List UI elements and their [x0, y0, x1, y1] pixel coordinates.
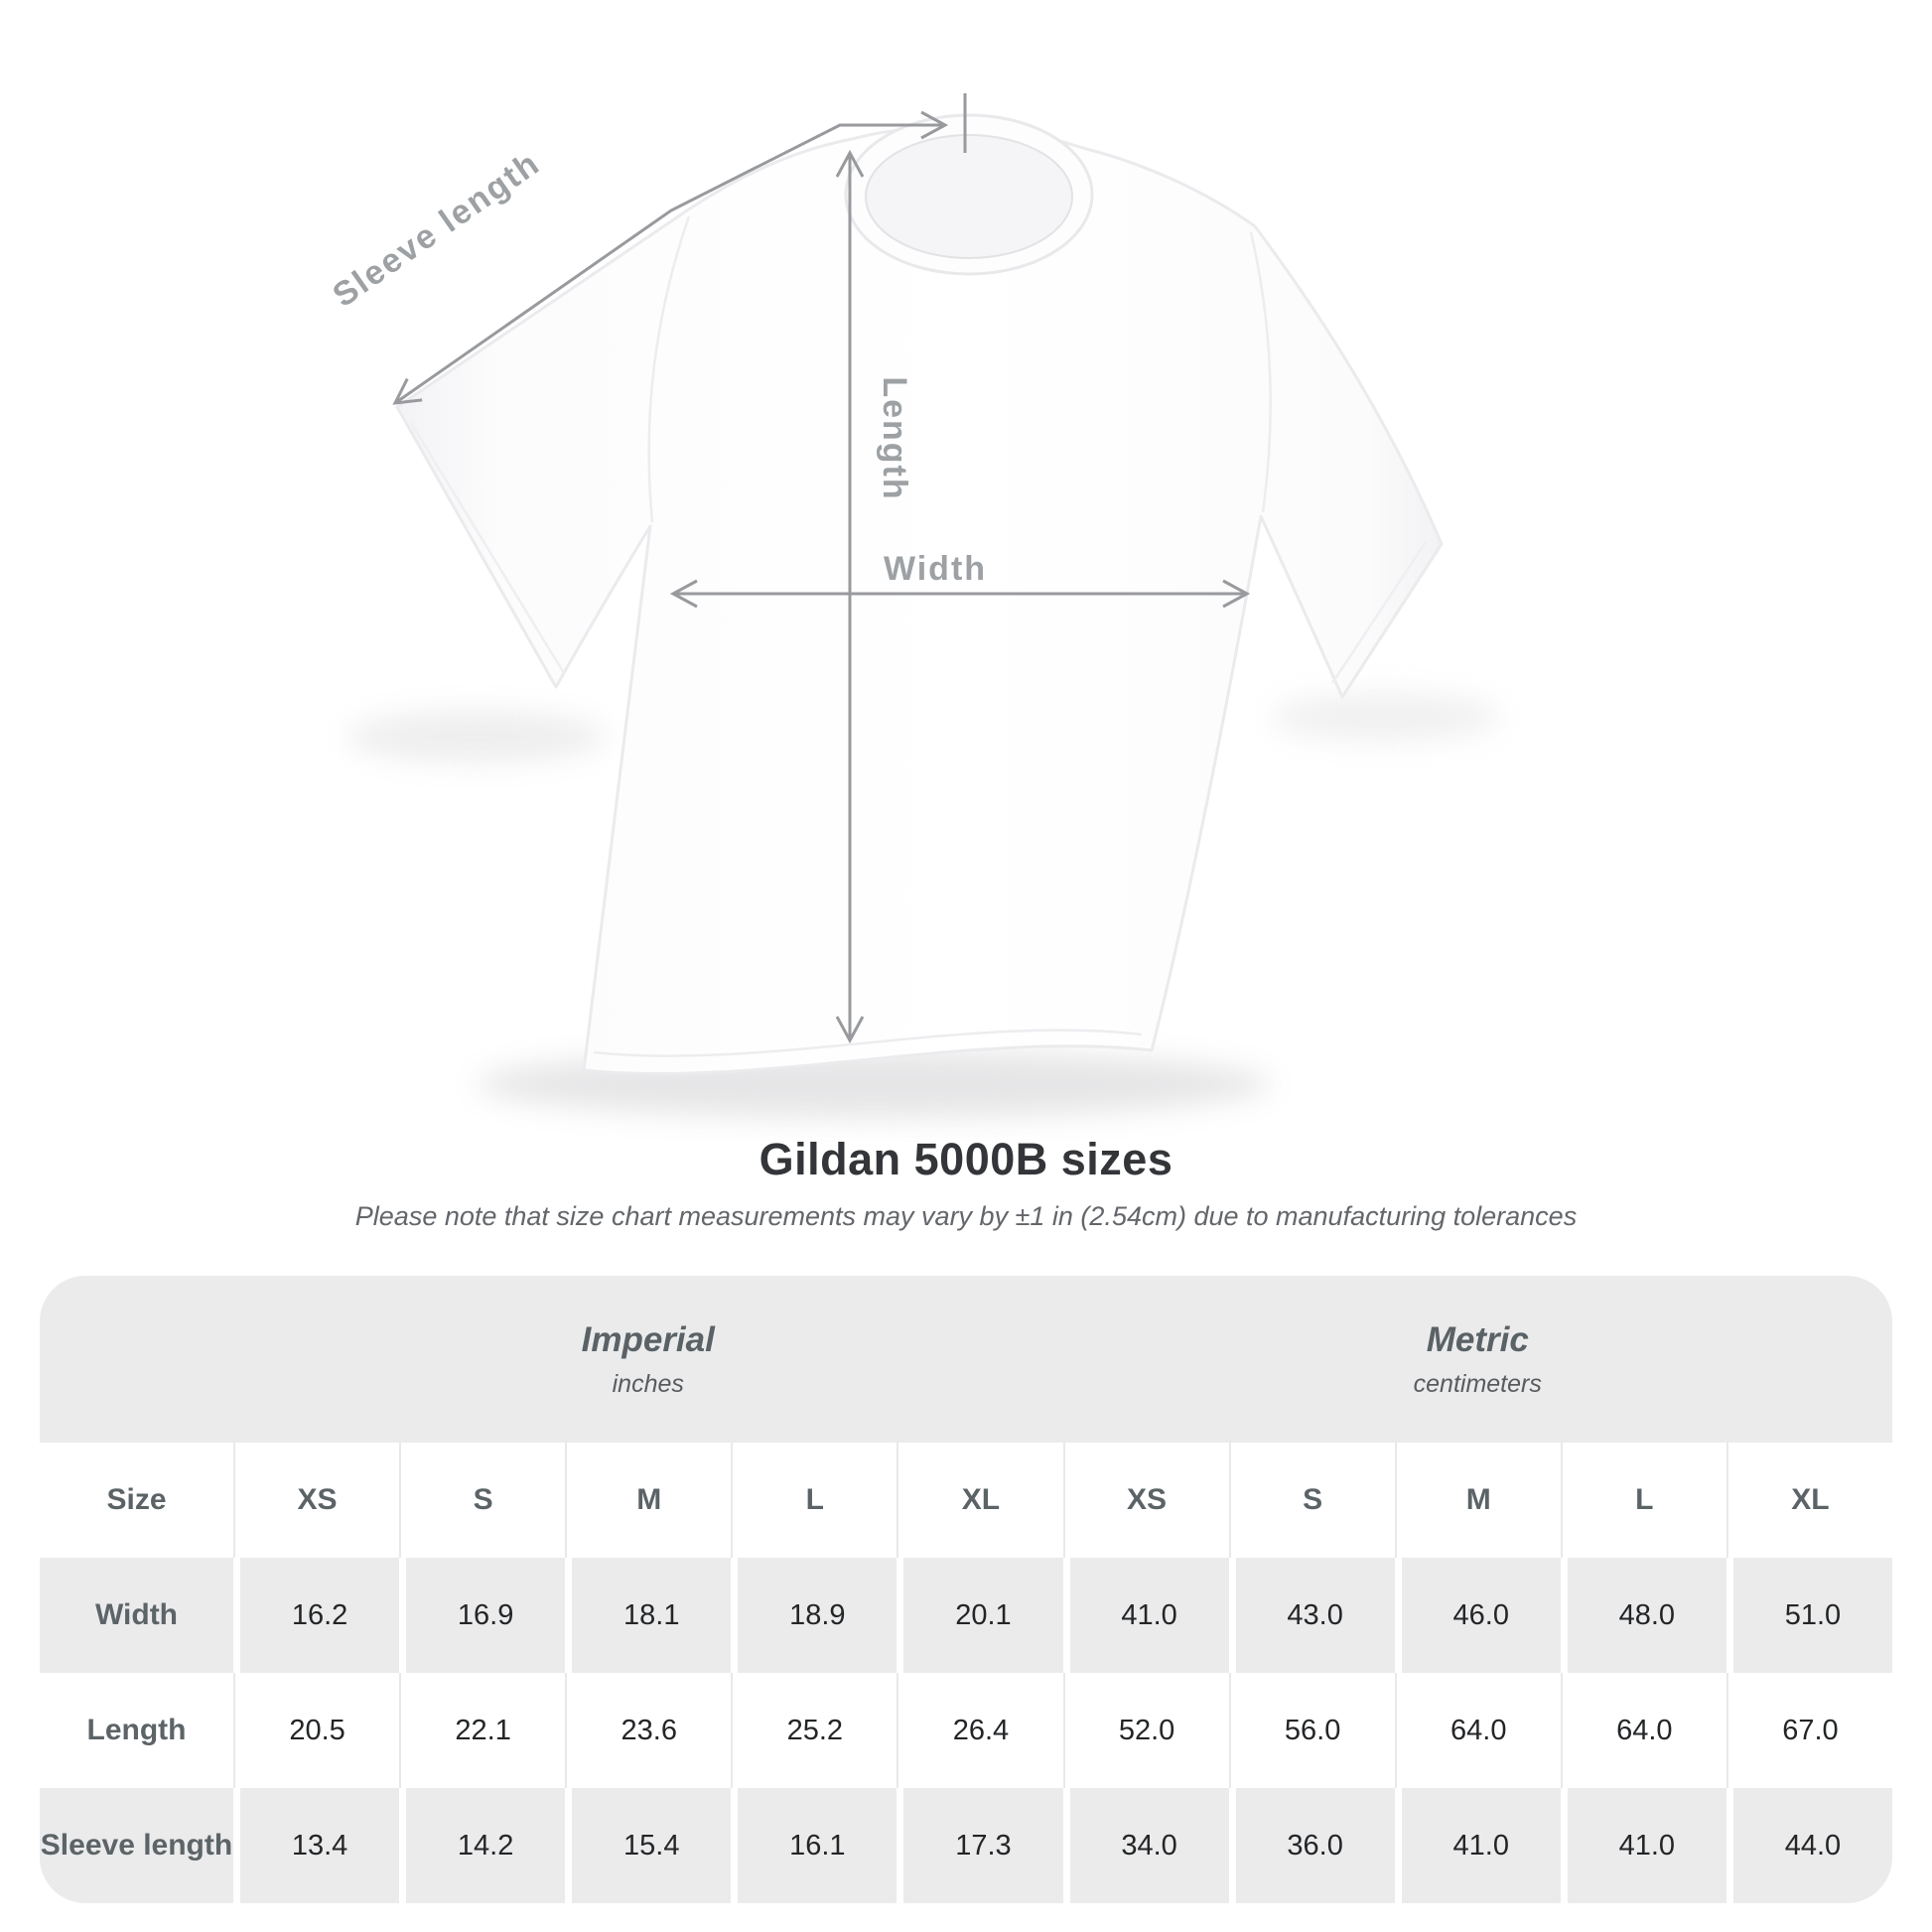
header-metric-xl: XL	[1726, 1443, 1892, 1558]
tolerance-note: Please note that size chart measurements may vary by ±1 in (2.54cm) due to manufacturing tolerances	[354, 1201, 1578, 1231]
sleeve-metric-l: 41.0	[1561, 1788, 1726, 1903]
header-imperial-m: M	[565, 1443, 731, 1558]
sleeve-imperial-s: 14.2	[399, 1788, 565, 1903]
heading-block	[0, 1134, 1932, 1232]
section-imperial	[233, 1276, 1063, 1443]
sleeve-imperial-xl: 17.3	[897, 1788, 1062, 1903]
header-metric-l: L	[1561, 1443, 1726, 1558]
length-imperial-l: 25.2	[731, 1673, 897, 1788]
header-metric-xs: XS	[1063, 1443, 1229, 1558]
width-metric-l: 48.0	[1561, 1558, 1726, 1673]
band-corner	[40, 1276, 233, 1443]
width-imperial-l: 18.9	[731, 1558, 897, 1673]
metric-title: Metric	[1426, 1319, 1529, 1359]
length-imperial-m: 23.6	[565, 1673, 731, 1788]
sleeve-metric-m: 41.0	[1395, 1788, 1561, 1903]
header-metric-s: S	[1229, 1443, 1395, 1558]
page-title: Gildan 5000B sizes	[759, 1134, 1173, 1184]
imperial-title: Imperial	[581, 1319, 715, 1359]
sleeve-metric-xs: 34.0	[1063, 1788, 1229, 1903]
width-metric-m: 46.0	[1395, 1558, 1561, 1673]
sleeve-imperial-xs: 13.4	[233, 1788, 399, 1903]
length-imperial-s: 22.1	[399, 1673, 565, 1788]
sleeve-metric-s: 36.0	[1229, 1788, 1395, 1903]
length-imperial-xl: 26.4	[897, 1673, 1062, 1788]
row-label-width: Width	[40, 1558, 233, 1673]
imperial-unit: inches	[612, 1369, 684, 1398]
tshirt-photo	[347, 115, 1500, 1118]
header-imperial-l: L	[731, 1443, 897, 1558]
width-metric-xl: 51.0	[1726, 1558, 1892, 1673]
length-metric-xs: 52.0	[1063, 1673, 1229, 1788]
section-metric	[1063, 1276, 1893, 1443]
header-imperial-xl: XL	[897, 1443, 1062, 1558]
sleeve-length-label: Sleeve length	[326, 144, 548, 315]
length-metric-m: 64.0	[1395, 1673, 1561, 1788]
header-metric-m: M	[1395, 1443, 1561, 1558]
width-label: Width	[883, 550, 988, 588]
width-metric-s: 43.0	[1229, 1558, 1395, 1673]
width-imperial-m: 18.1	[565, 1558, 731, 1673]
sleeve-metric-xl: 44.0	[1726, 1788, 1892, 1903]
row-label-sleeve-length: Sleeve length	[40, 1788, 233, 1903]
width-imperial-xl: 20.1	[897, 1558, 1062, 1673]
metric-unit: centimeters	[1413, 1369, 1542, 1398]
length-metric-s: 56.0	[1229, 1673, 1395, 1788]
length-metric-xl: 67.0	[1726, 1673, 1892, 1788]
width-metric-xs: 41.0	[1063, 1558, 1229, 1673]
size-column-header: Size	[40, 1443, 233, 1558]
row-label-length: Length	[40, 1673, 233, 1788]
width-imperial-xs: 16.2	[233, 1558, 399, 1673]
length-imperial-xs: 20.5	[233, 1673, 399, 1788]
width-imperial-s: 16.9	[399, 1558, 565, 1673]
size-table	[40, 1276, 1892, 1903]
sleeve-imperial-l: 16.1	[731, 1788, 897, 1903]
length-label: Length	[876, 376, 913, 501]
header-imperial-s: S	[399, 1443, 565, 1558]
sleeve-imperial-m: 15.4	[565, 1788, 731, 1903]
length-metric-l: 64.0	[1561, 1673, 1726, 1788]
header-imperial-xs: XS	[233, 1443, 399, 1558]
